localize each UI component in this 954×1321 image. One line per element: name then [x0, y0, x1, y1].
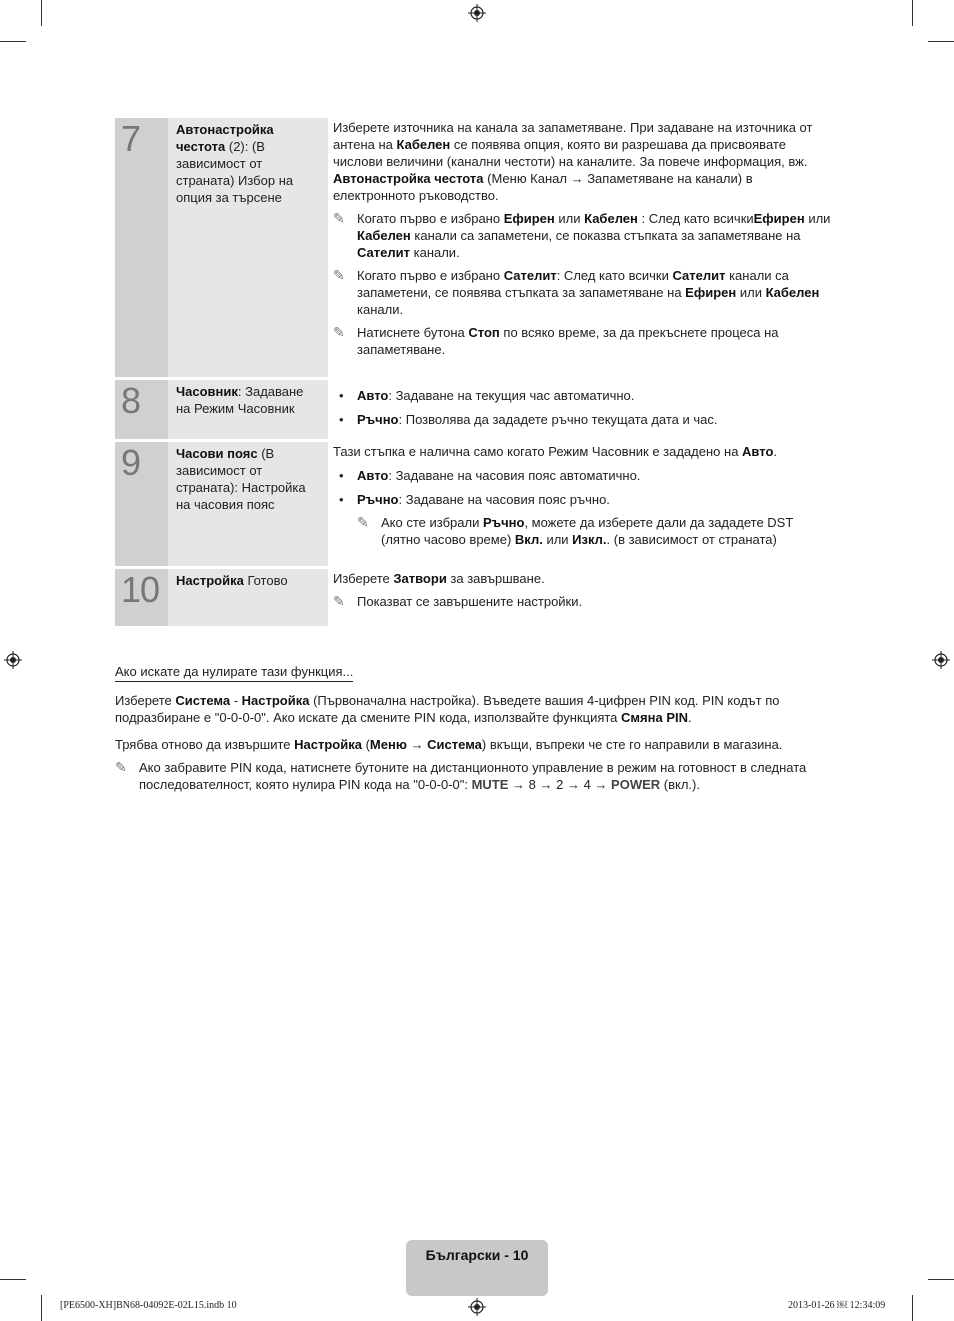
bullet-item — [333, 387, 833, 404]
bold-term: Вкл. — [514, 531, 543, 547]
step-description-cell — [328, 567, 833, 627]
bold-term: Кабелен — [357, 228, 411, 243]
step-name-rest: (В зависимост от страната): Настройка на часовия пояс — [176, 445, 306, 512]
crop-mark — [912, 1295, 913, 1321]
note-item — [333, 593, 833, 610]
text-run: канали. — [410, 245, 460, 260]
reset-heading: Ако искате да нулирате тази функция... — [115, 663, 353, 682]
text-run: Трябва отново да извършите — [115, 737, 295, 752]
reset-paragraph — [115, 692, 835, 726]
step-name-bold: Автонастройка честота — [176, 122, 274, 154]
registration-mark-icon — [468, 1298, 486, 1316]
reset-note-text — [139, 760, 806, 792]
bold-term: Авто — [742, 443, 774, 459]
text-run: или — [542, 531, 573, 547]
note-item — [333, 210, 833, 261]
text-run: : Позволява да зададете ръчно текущата дата и час. — [398, 411, 718, 427]
text-run: Изберете източника на канала за запаметяване. При задаване на източника от антена на — [333, 120, 813, 152]
pencil-note-icon: ✎ — [115, 759, 127, 775]
text-run: : Задаване на часовия пояс автоматично. — [388, 467, 641, 483]
step-name — [173, 381, 328, 417]
pencil-note-icon: ✎ — [333, 267, 345, 283]
crop-mark — [41, 0, 42, 26]
text-run: канали са запаметени, се показва стъпката за запаметяване на — [410, 228, 801, 243]
registration-mark-icon — [932, 651, 950, 669]
step-intro — [333, 570, 833, 587]
step-intro — [333, 119, 833, 204]
text-run: Когато първо е избрано — [357, 211, 504, 226]
bullet-dot: • — [339, 491, 344, 507]
step-name-cell — [168, 378, 328, 440]
reset-paragraphs — [115, 692, 835, 753]
bold-term: Настройка — [241, 693, 310, 708]
pencil-note-icon: ✎ — [357, 513, 369, 530]
crop-mark — [912, 0, 913, 26]
step-name — [173, 570, 328, 589]
text-run: Показват се завършените настройки. — [357, 593, 583, 609]
sub-note — [333, 514, 833, 548]
note-item — [333, 324, 833, 358]
text-run: (Меню Канал → Запаметяване на канали) в електронното ръководство. — [333, 171, 753, 203]
bold-term: Кабелен — [765, 285, 820, 300]
note-item — [333, 267, 833, 318]
crop-mark — [0, 41, 26, 42]
step-name-rest: Готово — [243, 572, 288, 588]
bold-term: Ефирен — [503, 211, 555, 226]
bold-term: Изкл. — [572, 531, 607, 547]
footer-timestamp: 2013-01-26 ￼ 12:34:09 — [788, 1300, 886, 1311]
text-run: Натиснете бутона — [357, 325, 469, 340]
text-run: → — [406, 737, 428, 752]
step-intro — [333, 443, 833, 460]
step-row — [115, 118, 833, 378]
crop-mark — [41, 1295, 42, 1321]
bold-term: Сателит — [672, 268, 726, 283]
setup-steps-table — [115, 118, 833, 629]
bold-term: Затвори — [393, 570, 447, 586]
step-name-bold: Часови пояс — [176, 445, 258, 461]
text-run: . (в зависимост от страната) — [606, 531, 777, 547]
remote-key-label: MUTE — [471, 777, 509, 792]
bold-term: Ръчно — [482, 514, 525, 530]
step-number-cell — [115, 118, 168, 378]
text-run: : След като всички — [637, 211, 754, 226]
bold-term: Ефирен — [685, 285, 737, 300]
text-run: : Задаване на часовия пояс ръчно. — [398, 491, 610, 507]
crop-mark — [928, 1279, 954, 1280]
text-run: Изберете — [115, 693, 176, 708]
step-name — [173, 119, 328, 206]
text-run: по всяко време, за да прекъснете процеса на запаметяване. — [357, 325, 779, 357]
text-run: → 8 → 2 → 4 → — [508, 777, 612, 792]
text-run: канали. — [357, 302, 404, 317]
step-row — [115, 440, 833, 567]
bullet-item — [333, 411, 833, 428]
step-description-cell — [328, 440, 833, 567]
text-run: . — [688, 710, 692, 725]
bullet-dot: • — [339, 467, 344, 483]
step-description-cell — [328, 378, 833, 440]
text-run: (Първоначална настройка). Въведете вашия 4-цифрен PIN код. PIN кодът по подразбиране е "0-0-0-0". Ако искате да смените PIN кода, използвайте функцията — [115, 693, 780, 725]
text-run: Тази стъпка е налична само когато Режим Часовник е зададено на — [333, 443, 743, 459]
pencil-note-icon: ✎ — [333, 592, 345, 609]
steps-body — [115, 118, 833, 627]
step-number-cell — [115, 567, 168, 627]
text-run: Ако забравите PIN кода, натиснете бутоните на дистанционното управление в режим на готовност в следната последователност, която нулира PIN кода на "0-0-0-0": — [139, 760, 807, 792]
text-run: Изберете — [333, 570, 394, 586]
bold-term: Автонастройка честота — [333, 171, 484, 186]
registration-mark-icon — [4, 651, 22, 669]
bold-term: Система — [427, 737, 482, 752]
text-run: се появява опция, която ви разрешава да присвоявате числови величини (канални честоти) на каналите. За повече информация, вж. — [333, 137, 808, 169]
step-number: 8 — [121, 379, 141, 421]
step-name-cell — [168, 567, 328, 627]
text-run: канали са запаметени, се появява стъпката за запаметяване на — [357, 268, 789, 300]
text-run: (вкл.). — [660, 777, 700, 792]
text-run: или — [736, 285, 766, 300]
bold-term: Сателит — [357, 245, 410, 260]
step-number-cell — [115, 440, 168, 567]
bold-term: Настройка — [294, 737, 362, 752]
reset-section — [115, 663, 835, 793]
remote-key-label: POWER — [611, 777, 661, 792]
bold-term: Кабелен — [396, 137, 451, 152]
crop-mark — [0, 1279, 26, 1280]
bold-term: Система — [175, 693, 231, 708]
text-run: . — [773, 443, 778, 459]
step-name-cell — [168, 440, 328, 567]
step-number: 9 — [121, 441, 141, 483]
bullet-dot: • — [339, 387, 344, 403]
bold-term: Авто — [357, 467, 389, 483]
crop-mark — [928, 41, 954, 42]
registration-mark-icon — [468, 4, 486, 22]
bold-term: Ефирен — [753, 211, 805, 226]
step-description-cell — [328, 118, 833, 378]
step-name-rest: : Задаване на Режим Часовник — [176, 383, 304, 416]
step-number: 7 — [121, 118, 141, 159]
reset-note — [115, 759, 835, 793]
bullet-dot: • — [339, 411, 344, 427]
text-run: за завършване. — [446, 570, 545, 586]
text-run: , можете да изберете дали да зададете DST (лятно часово време) — [381, 514, 794, 547]
text-run: или — [804, 211, 831, 226]
bold-term: Стоп — [468, 325, 500, 340]
text-run: или — [554, 211, 585, 226]
step-name-cell — [168, 118, 328, 378]
bullet-item — [333, 491, 833, 508]
bold-term: Ръчно — [357, 411, 399, 427]
step-row — [115, 378, 833, 440]
bullet-item — [333, 467, 833, 484]
step-number-cell — [115, 378, 168, 440]
step-name-bold: Настройка — [176, 572, 244, 588]
footer-file-info: [PE6500-XH]BN68-04092E-02L15.indb 10 — [60, 1300, 237, 1311]
step-name — [173, 443, 328, 513]
text-run: Когато първо е избрано — [357, 268, 504, 283]
step-name-bold: Часовник — [176, 383, 238, 399]
reset-paragraph — [115, 736, 835, 753]
text-run: ( — [361, 737, 370, 752]
bold-term: Меню — [369, 737, 407, 752]
text-run: ) вкъщи, въпреки че сте го направили в магазина. — [481, 737, 783, 752]
text-run: - — [230, 693, 242, 708]
text-run: : След като всички — [556, 268, 673, 283]
step-number: 10 — [121, 568, 160, 610]
text-run: Ако сте избрали — [381, 514, 483, 530]
pencil-note-icon: ✎ — [333, 324, 345, 340]
bold-term: Авто — [357, 387, 389, 403]
page-number-badge: Български - 10 — [406, 1240, 548, 1296]
text-run: : Задаване на текущия час автоматично. — [388, 387, 635, 403]
bold-term: Смяна PIN — [621, 710, 688, 725]
bold-term: Кабелен — [584, 211, 638, 226]
bold-term: Сателит — [503, 268, 557, 283]
step-row — [115, 567, 833, 627]
bold-term: Ръчно — [357, 491, 399, 507]
step-name-rest: (2): (В зависимост от страната) Избор на опция за търсене — [176, 139, 294, 205]
pencil-note-icon: ✎ — [333, 210, 345, 226]
